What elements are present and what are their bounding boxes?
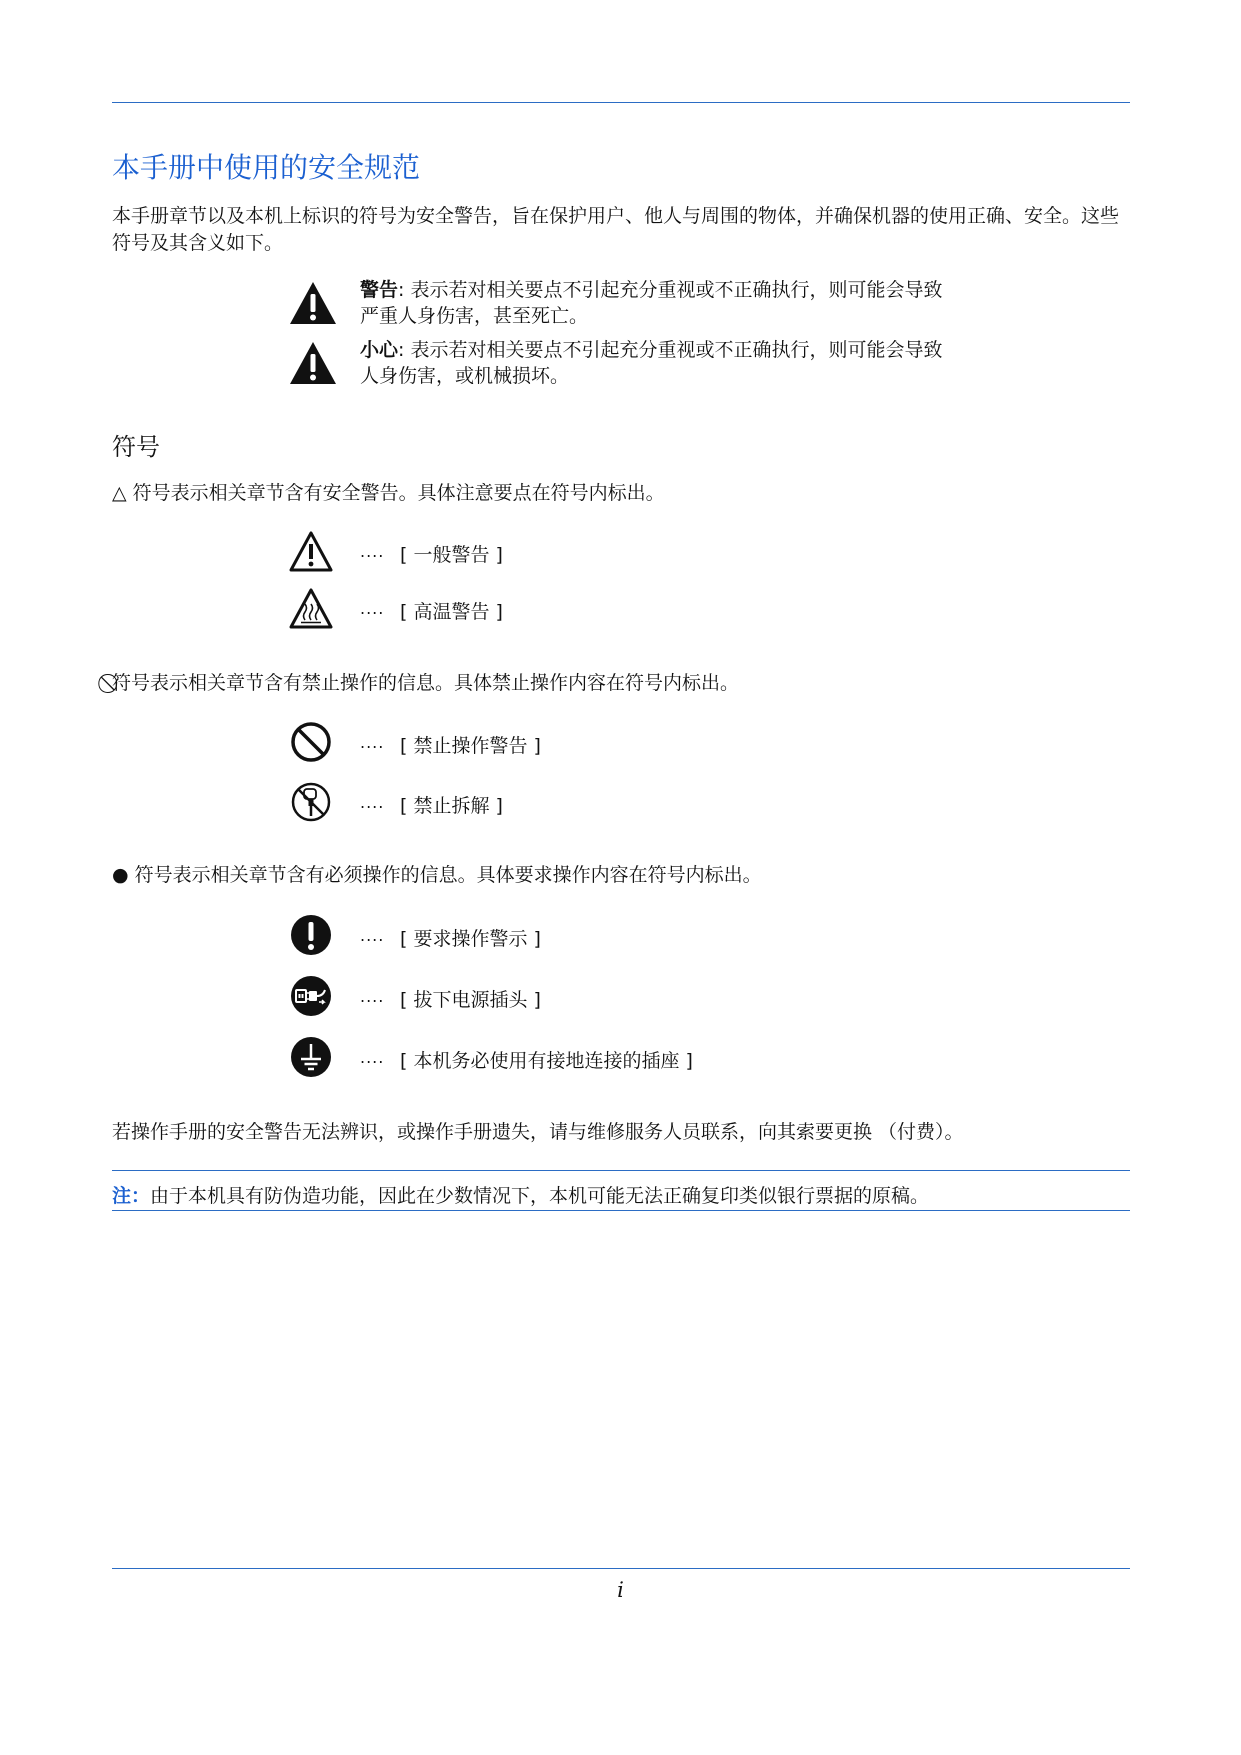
note [112,1181,929,1208]
do-not-disassemble-dots: .... [360,793,385,812]
page-number: i [617,1578,624,1602]
closing-paragraph: 若操作手册的安全警告无法辨识，或操作手册遗失，请与维修服务人员联系，向其索要更换 （付费）。 [112,1121,964,1143]
ground-connection-icon [289,1035,333,1079]
mandatory-action-icon [289,913,333,957]
prohibited-action-dots: .... [360,733,385,752]
general-warning-dots: .... [360,542,385,561]
note-label: 注： [112,1185,151,1207]
caution-triangle-icon [288,340,338,386]
high-temperature-warning-icon [289,587,333,631]
mandatory-action-label: [ 要求操作警示 ] [400,928,541,950]
footer-rule [112,1568,1130,1569]
note-bottom-rule [112,1210,1130,1211]
prohibited-action-icon [289,720,333,764]
mandatory-action-dots: .... [360,926,385,945]
symbols-heading: 符号 [112,433,160,461]
page-title: 本手册中使用的安全规范 [112,151,421,184]
caution-label: 小心 [360,339,399,361]
prohibited-action-label: [ 禁止操作警告 ] [400,735,541,757]
caution-block [360,337,960,389]
header-rule [112,102,1130,103]
warning-label: 警告 [360,279,399,301]
unplug-power-dots: .... [360,987,385,1006]
caution-separator: : [398,339,405,361]
warning-text: 表示若对相关要点不引起充分重视或不正确执行，则可能会导致严重人身伤害，甚至死亡。 [360,279,943,327]
general-warning-label: [ 一般警告 ] [400,544,503,566]
caution-text: 表示若对相关要点不引起充分重视或不正确执行，则可能会导致人身伤害，或机械损坏。 [360,339,943,387]
high-temperature-label: [ 高温警告 ] [400,601,503,623]
ground-connection-label: [ 本机务必使用有接地连接的插座 ] [400,1050,693,1072]
ground-connection-dots: .... [360,1048,385,1067]
warning-separator: : [398,279,405,301]
unplug-power-label: [ 拔下电源插头 ] [400,989,541,1011]
high-temperature-dots: .... [360,599,385,618]
warning-block [360,277,960,329]
warning-symbol-intro: △ 符号表示相关章节含有安全警告。具体注意要点在符号内标出。 [112,482,665,504]
note-text: 由于本机具有防伪造功能，因此在少数情况下，本机可能无法正确复印类似银行票据的原稿。 [150,1185,930,1207]
general-warning-icon [289,530,333,574]
intro-paragraph: 本手册章节以及本机上标识的符号为安全警告，旨在保护用户、他人与周围的物体，并确保机器的使用正确、安全。这些符号及其含义如下。 [112,205,1120,254]
unplug-power-icon [289,974,333,1018]
mandatory-symbol-intro: ● 符号表示相关章节含有必须操作的信息。具体要求操作内容在符号内标出。 [112,864,762,886]
prohibition-symbol-intro: ⃠符号表示相关章节含有禁止操作的信息。具体禁止操作内容在符号内标出。 [112,672,740,694]
note-top-rule [112,1170,1130,1171]
warning-triangle-icon [288,280,338,326]
do-not-disassemble-label: [ 禁止拆解 ] [400,795,503,817]
do-not-disassemble-icon [289,780,333,824]
